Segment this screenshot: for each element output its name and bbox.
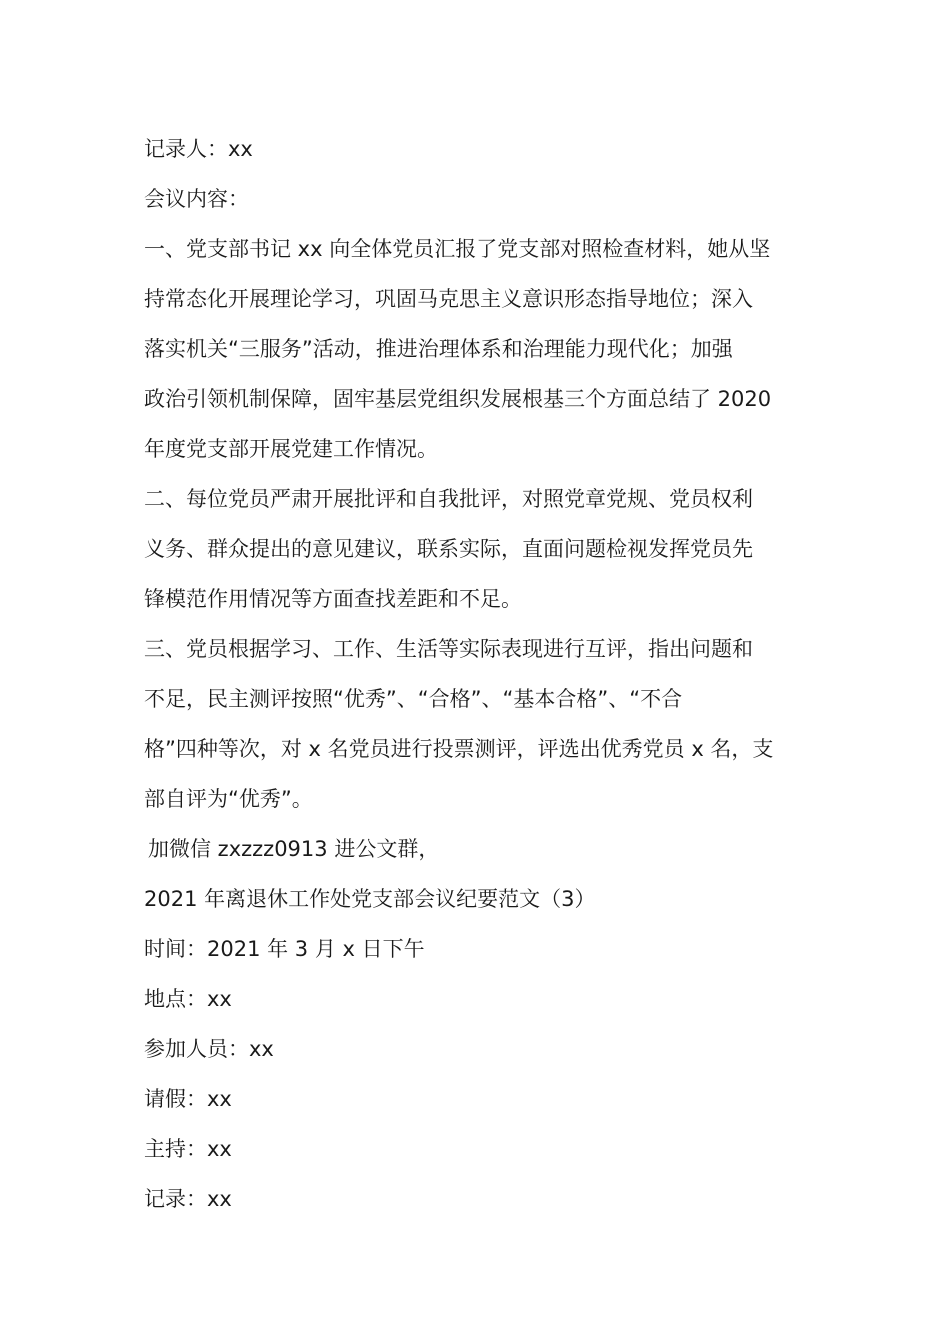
item-one-line-1: 一、党支部书记 xx 向全体党员汇报了党支部对照检查材料，她从坚	[144, 237, 771, 261]
item-one-line-2: 持常态化开展理论学习，巩固马克思主义意识形态指导地位；深入	[144, 287, 753, 311]
recorder-line: 记录人：xx	[144, 137, 253, 161]
location-line: 地点：xx	[144, 987, 232, 1011]
time-line: 时间：2021 年 3 月 x 日下午	[144, 937, 425, 961]
wechat-note: 加微信 zxzzz0913 进公文群，	[148, 837, 440, 861]
item-one-line-5: 年度党支部开展党建工作情况。	[144, 437, 438, 461]
item-one-line-3: 落实机关“三服务”活动，推进治理体系和治理能力现代化；加强	[144, 337, 733, 361]
item-three-line-1: 三、党员根据学习、工作、生活等实际表现进行互评，指出问题和	[144, 637, 753, 661]
item-three-line-4: 部自评为“优秀”。	[144, 787, 313, 811]
host-line: 主持：xx	[144, 1137, 232, 1161]
section-title: 2021 年离退休工作处党支部会议纪要范文（3）	[144, 887, 596, 911]
item-two-line-2: 义务、群众提出的意见建议，联系实际，直面问题检视发挥党员先	[144, 537, 753, 561]
attendees-line: 参加人员：xx	[144, 1037, 274, 1061]
item-three-line-3: 格”四种等次，对 x 名党员进行投票测评，评选出优秀党员 x 名，支	[144, 737, 774, 761]
item-one-line-4: 政治引领机制保障，固牢基层党组织发展根基三个方面总结了 2020	[144, 387, 772, 411]
item-three-line-2: 不足，民主测评按照“优秀”、“合格”、“基本合格”、“不合	[144, 687, 683, 711]
item-two-line-1: 二、每位党员严肃开展批评和自我批评，对照党章党规、党员权利	[144, 487, 753, 511]
leave-line: 请假：xx	[144, 1087, 232, 1111]
record-line: 记录：xx	[144, 1187, 232, 1211]
item-two-line-3: 锋模范作用情况等方面查找差距和不足。	[144, 587, 522, 611]
meeting-content-heading: 会议内容：	[144, 187, 249, 211]
document-page	[144, 124, 810, 1224]
